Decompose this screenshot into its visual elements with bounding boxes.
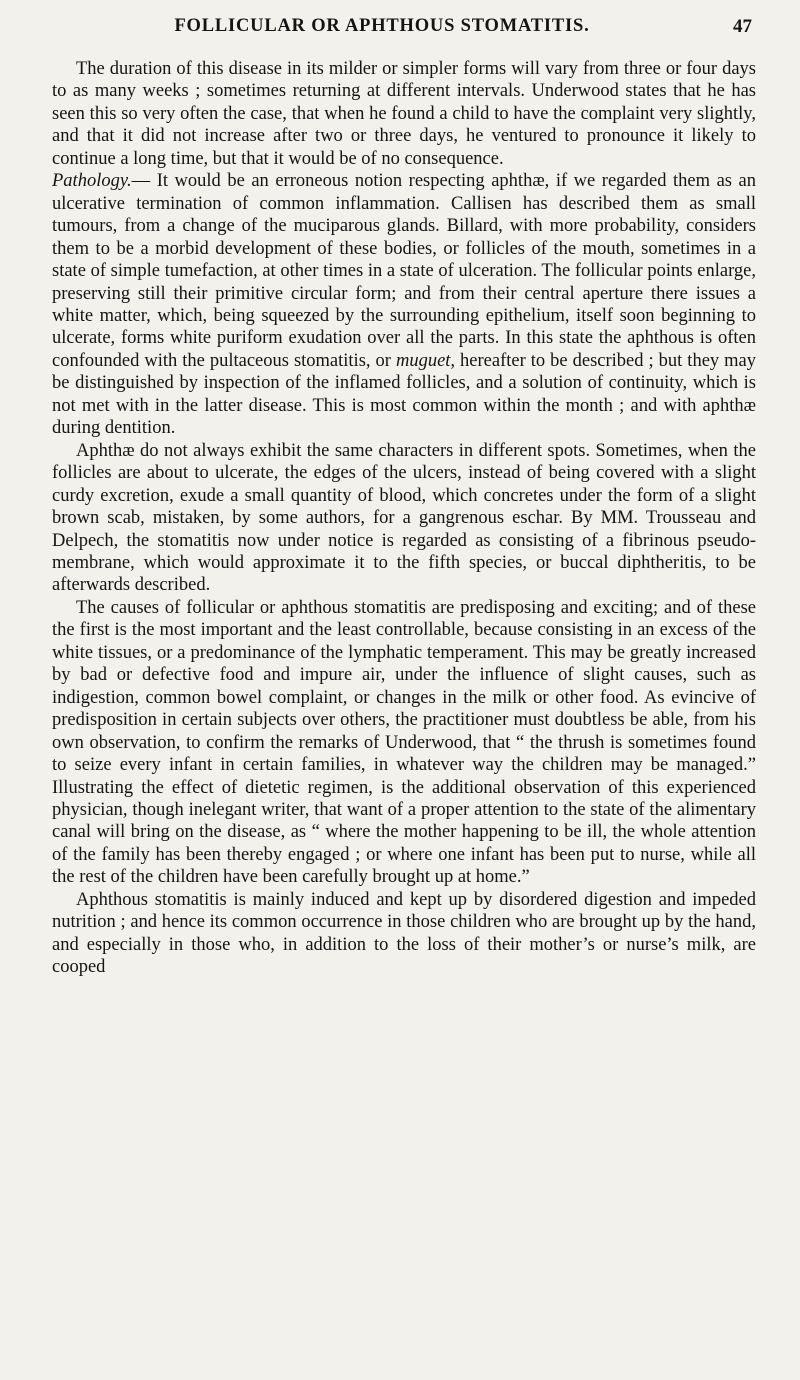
- paragraph-aphthae-characters: Aphthæ do not always exhibit the same characters in different spots. Sometimes, when the follicles are about to ulcerate, the edges of the ulcers, instead of being covered with a slight curdy excretion, exude a small quantity of blood, which concretes under the form of a slight brown scab, mistaken, by some authors, for a gangrenous eschar. By MM. Trousseau and Delpech, the stomatitis now under notice is regarded as consisting of a fibrinous pseudo-membrane, which would approximate it to the fifth species, or buccal diphtheritis, to be afterwards described.: [52, 440, 756, 596]
- pathology-heading: Pathology.: [52, 171, 132, 192]
- pathology-text-part-1: — It would be an erroneous notion respecting aphthæ, if we regarded them as an ulcerative termination of common inflammation. Callisen has described them as small tumours, from a change of the muciparous glands. Billard, with more probability, considers them to be a morbid development of these bodies, or follicles of the mouth, sometimes in a state of simple tumefaction, at other times in a state of ulceration. The follicular points enlarge, preserving still their primitive circular form; and from their central aperture there issues a white matter, which, being squeezed by the surrounding epithelium, itself soon beginning to ulcerate, forms white puriform exudation over all the parts. In this state the aphthous is often confounded with the pultaceous stomatitis, or: [52, 171, 756, 371]
- running-head: [52, 16, 752, 56]
- term-muguet: muguet,: [395, 350, 456, 371]
- pathology-text-part-2: hereafter to be described ; but they may be distinguished by inspection of the inflamed follicles, and a solution of continuity, which is not met with in the latter disease. This is most common within the month ; and with aphthæ during dentition.: [52, 350, 757, 439]
- running-title: FOLLICULAR OR APHTHOUS STOMATITIS.: [174, 16, 590, 36]
- paragraph-causes: The causes of follicular or aphthous stomatitis are predisposing and exciting; and of these the first is the most important and the least controllable, because consisting in an excess of the white tissues, or a predominance of the lymphatic temperament. This may be greatly increased by bad or defective food and impure air, under the influence of slight causes, such as indigestion, common bowel complaint, or changes in the milk or other food. As evincive of predisposition in certain subjects over others, the practitioner must doubtless be able, from his own observation, to confirm the remarks of Underwood, that “ the thrush is sometimes found to seize every infant in certain families, in whatever way the children may be managed.” Illustrating the effect of dietetic regimen, is the additional observation of this experienced physician, though inelegant writer, that want of a proper attention to the state of the alimentary canal will bring on the disease, as “ where the mother happening to be ill, the whole attention of the family has been thereby engaged ; or where one infant has been put to nurse, while all the rest of the children have been carefully brought up at home.”: [52, 597, 756, 888]
- body-text: [52, 58, 756, 979]
- paragraph-pathology: [52, 170, 756, 439]
- page-number: 47: [733, 16, 752, 37]
- paragraph-duration: The duration of this disease in its milder or simpler forms will vary from three or four days to as many weeks ; sometimes returning at different intervals. Underwood states that he has seen this so very often the case, that when he found a child to have the complaint very slightly, and that it did not increase after two or three days, he ventured to pronounce it likely to continue a long time, but that it would be of no consequence.: [52, 59, 756, 169]
- paragraph-digestion: Aphthous stomatitis is mainly induced and kept up by disordered digestion and impeded nutrition ; and hence its common occurrence in those children who are brought up by the hand, and especially in those who, in addition to the loss of their mother’s or nurse’s milk, are cooped: [52, 889, 756, 978]
